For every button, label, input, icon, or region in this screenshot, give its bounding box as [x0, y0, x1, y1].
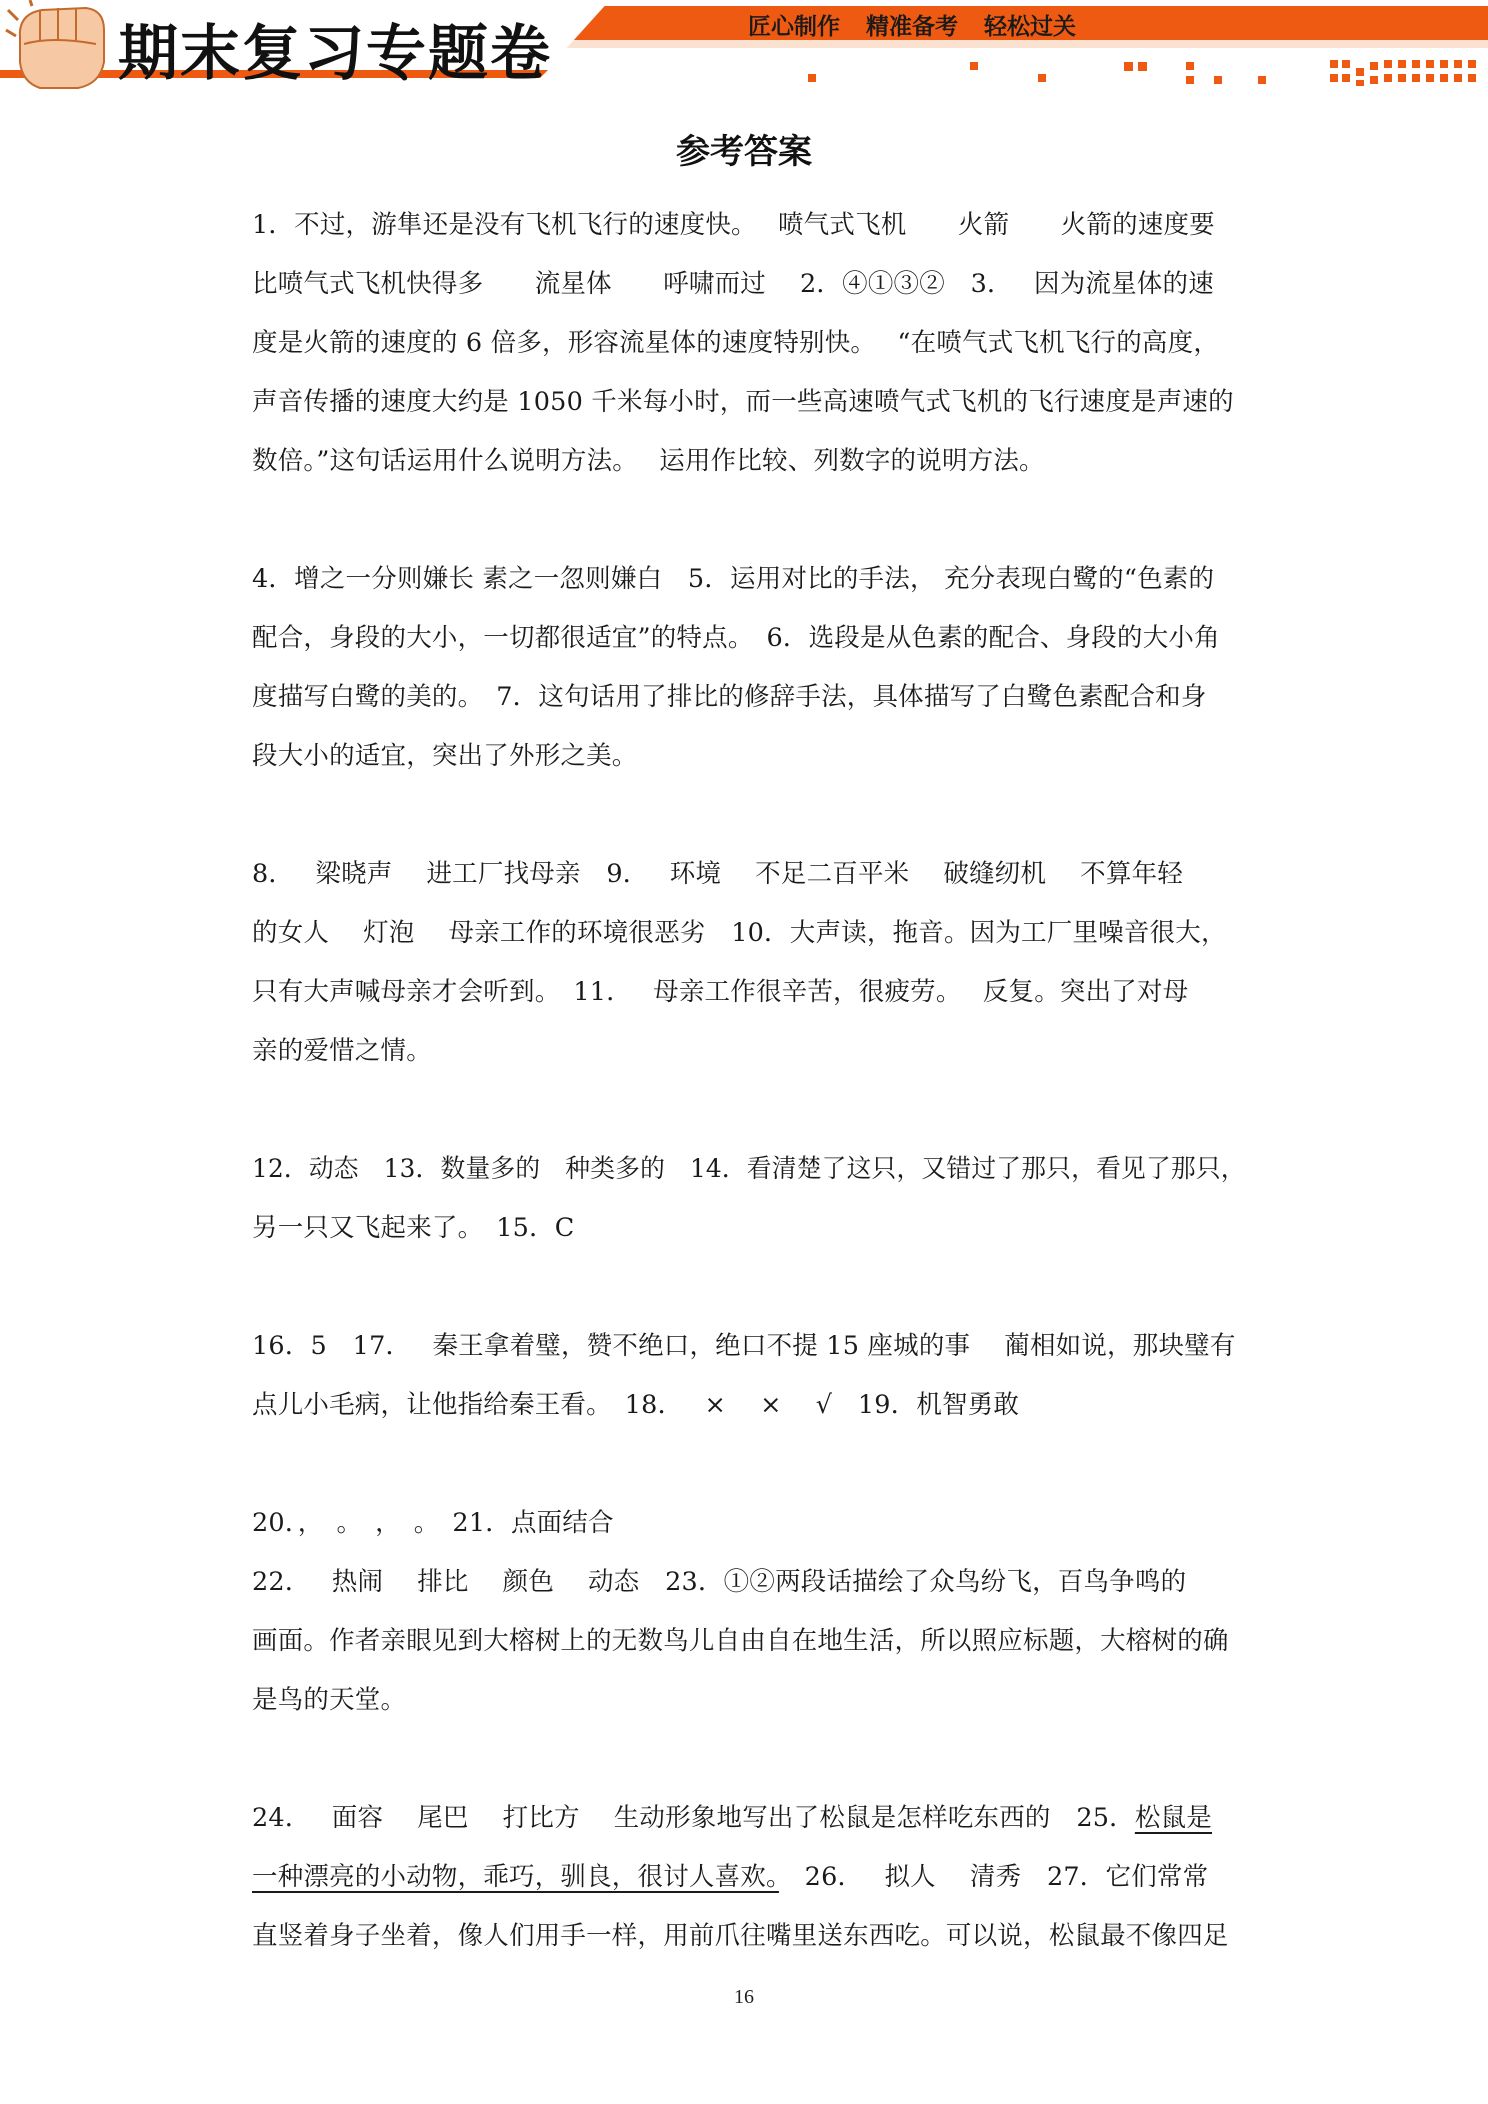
answer-line: 20．， 。 ， 。 21．点面结合: [252, 1508, 614, 1538]
answer-line: 4．增之一分则嫌长 素之一忽则嫌白 5．运用对比的手法， 充分表现白鹭的“色素的: [252, 564, 1215, 594]
answer-block-1: [252, 196, 1246, 491]
answer-line: 12．动态 13．数量多的 种类多的 14．看清楚了这只，又错过了那只，看见了那只，: [252, 1154, 1246, 1184]
answer-line: [252, 1789, 1246, 1848]
answer-line: 亲的爱惜之情。: [252, 1036, 432, 1066]
answer-line: 只有大声喊母亲才会听到。 11． 母亲工作很辛苦，很疲劳。 反复。突出了对母: [252, 977, 1189, 1007]
answer-line: 的女人 灯泡 母亲工作的环境很恶劣 10．大声读，拖音。因为工厂里噪音很大，: [252, 918, 1227, 948]
answer-line: 配合，身段的大小，一切都很适宜”的特点。 6．选段是从色素的配合、身段的大小角: [252, 623, 1220, 653]
answer-text: 26． 拟人 清秀 27．它们常常: [778, 1862, 1209, 1892]
underlined-answer: 一种漂亮的小动物，乖巧，驯良，很讨人喜欢。: [252, 1862, 779, 1892]
answer-line: [252, 1848, 1246, 1907]
answer-line: 数倍。”这句话运用什么说明方法。 运用作比较、列数字的说明方法。: [252, 446, 1045, 476]
answer-block-2: [252, 550, 1246, 786]
answer-line: 声音传播的速度大约是 1050 千米每小时，而一些高速喷气式飞机的飞行速度是声速的: [252, 387, 1234, 417]
banner-title: 期末复习专题卷: [118, 19, 552, 89]
answer-content: [252, 196, 1246, 1966]
answer-line: 画面。作者亲眼见到大榕树上的无数鸟儿自由自在地生活，所以照应标题，大榕树的确: [252, 1626, 1229, 1656]
answer-line: 点儿小毛病，让他指给秦王看。 18． × × √ 19．机智勇敢: [252, 1390, 1020, 1420]
page-title: 参考答案: [676, 132, 812, 172]
answer-block-3: [252, 845, 1246, 1081]
answer-line: 段大小的适宜，突出了外形之美。: [252, 741, 638, 771]
answer-block-6: [252, 1494, 1246, 1730]
answer-line: 22． 热闹 排比 颜色 动态 23．①②两段话描绘了众鸟纷飞，百鸟争鸣的: [252, 1567, 1187, 1597]
answer-line: 比喷气式飞机快得多 流星体 呼啸而过 2．④①③② 3． 因为流星体的速: [252, 269, 1214, 299]
answer-block-7: [252, 1789, 1246, 1966]
answer-line: 16．5 17． 秦王拿着璧，赞不绝口，绝口不提 15 座城的事 蔺相如说，那块璧有: [252, 1331, 1236, 1361]
header-banner: [0, 0, 1488, 100]
answer-block-5: [252, 1317, 1246, 1435]
page-number: 16: [734, 1986, 754, 2008]
answer-line: 度描写白鹭的美的。 7．这句话用了排比的修辞手法，具体描写了白鹭色素配合和身: [252, 682, 1207, 712]
answer-line: 是鸟的天堂。: [252, 1685, 407, 1715]
answer-line: 1．不过，游隼还是没有飞机飞行的速度快。 喷气式飞机 火箭 火箭的速度要: [252, 210, 1215, 240]
answer-block-4: [252, 1140, 1246, 1258]
answer-line: 直竖着身子坐着，像人们用手一样，用前爪往嘴里送东西吃。可以说，松鼠最不像四足: [252, 1921, 1229, 1951]
answer-text: 24． 面容 尾巴 打比方 生动形象地写出了松鼠是怎样吃东西的 25．: [252, 1803, 1135, 1833]
underlined-answer: 松鼠是: [1134, 1803, 1212, 1833]
banner-slogan: 匠心制作 精准备考 轻松过关: [748, 14, 1077, 40]
answer-line: 8． 梁晓声 进工厂找母亲 9． 环境 不足二百平米 破缝纫机 不算年轻: [252, 859, 1183, 889]
answer-line: 另一只又飞起来了。 15．C: [252, 1213, 575, 1243]
answer-line: 度是火箭的速度的 6 倍多，形容流星体的速度特别快。 “在喷气式飞机飞行的高度，: [252, 328, 1220, 358]
